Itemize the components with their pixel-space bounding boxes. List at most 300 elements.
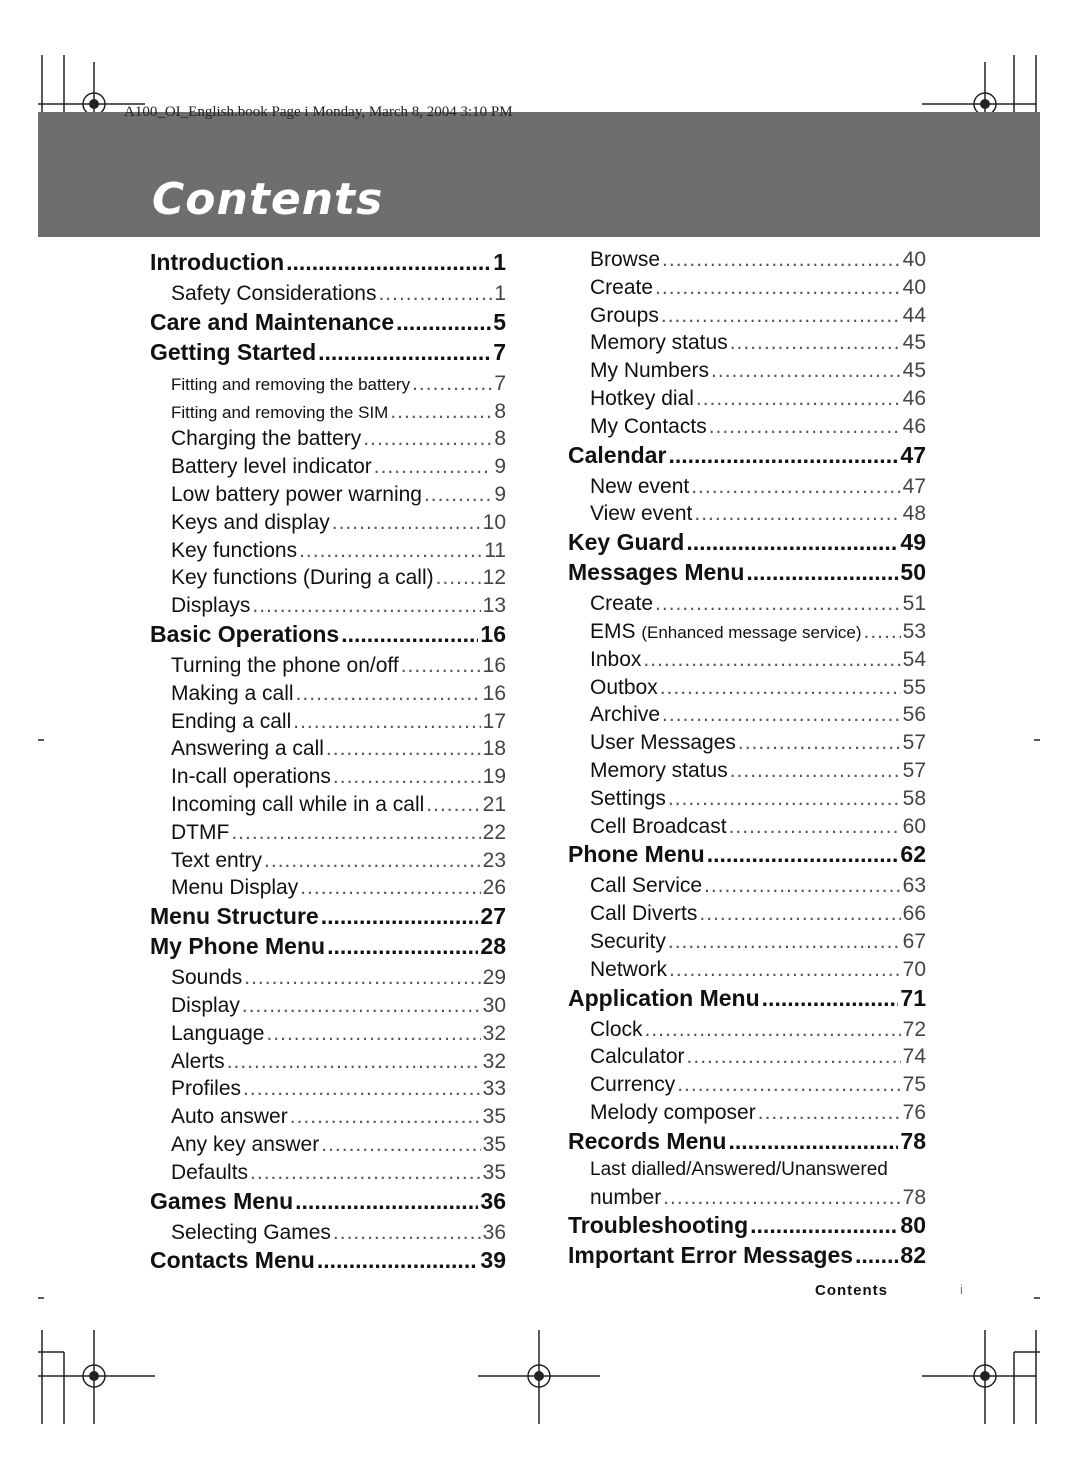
toc-entry-title-text: Ending a call xyxy=(171,709,292,733)
toc-dot-leader xyxy=(290,1103,481,1131)
toc-entry-title-text: Incoming call while in a call xyxy=(171,792,425,816)
toc-entry-title xyxy=(568,1210,748,1240)
toc-entry-title-text: Call Service xyxy=(590,874,703,898)
toc-entry-title-text: Menu Structure xyxy=(150,903,319,930)
toc-subsection-entry[interactable] xyxy=(150,481,506,509)
toc-entry-title-text: Troubleshooting xyxy=(568,1212,749,1239)
toc-page-number: 50 xyxy=(900,559,926,586)
toc-dot-leader xyxy=(244,964,480,992)
toc-entry-title-text: My Contacts xyxy=(590,414,707,438)
toc-dot-leader xyxy=(855,1240,898,1270)
toc-subsection-entry[interactable] xyxy=(568,646,926,674)
toc-entry-title-text: DTMF xyxy=(171,820,230,844)
toc-entry-wrapped[interactable] xyxy=(568,1156,926,1184)
toc-dot-leader xyxy=(707,839,899,869)
toc-page-number: 75 xyxy=(902,1073,926,1097)
toc-dot-leader xyxy=(424,481,492,509)
toc-page-number: 82 xyxy=(900,1242,926,1269)
toc-subsection-entry[interactable] xyxy=(568,1184,926,1212)
toc-subsection-entry[interactable] xyxy=(150,1103,506,1131)
toc-entry-title xyxy=(590,674,658,702)
toc-subsection-entry[interactable] xyxy=(568,813,926,841)
toc-entry-title-text: Alerts xyxy=(171,1049,225,1073)
toc-page-number: 12 xyxy=(482,566,506,590)
toc-section-entry[interactable] xyxy=(150,931,506,961)
toc-page-number: 44 xyxy=(902,303,926,327)
toc-entry-title-text: Answering a call xyxy=(171,737,324,761)
toc-subsection-entry[interactable] xyxy=(150,735,506,763)
toc-page-number: 16 xyxy=(482,653,506,677)
toc-subsection-entry[interactable] xyxy=(150,425,506,453)
toc-subsection-entry[interactable] xyxy=(568,329,926,357)
toc-page-number: 40 xyxy=(902,248,926,271)
toc-entry-title xyxy=(171,680,294,708)
toc-entry-title-text: Inbox xyxy=(590,647,642,671)
toc-entry-title-text: Key Guard xyxy=(568,529,685,556)
toc-subsection-entry[interactable] xyxy=(150,509,506,537)
toc-entry-title-text: Archive xyxy=(590,703,661,727)
toc-entry-title xyxy=(171,1048,225,1076)
toc-dot-leader xyxy=(295,1186,478,1216)
toc-page-number: 35 xyxy=(482,1160,506,1184)
toc-subsection-entry[interactable] xyxy=(150,992,506,1020)
toc-entry-title xyxy=(568,527,684,557)
toc-dot-leader xyxy=(250,1159,481,1187)
toc-entry-title-text: Groups xyxy=(590,303,659,327)
toc-entry-title xyxy=(590,385,694,413)
toc-entry-title-text: Hotkey dial xyxy=(590,386,694,410)
toc-entry-title xyxy=(171,652,399,680)
toc-dot-leader xyxy=(704,872,901,900)
toc-subsection-entry[interactable] xyxy=(568,413,926,441)
toc-entry-title-text: Network xyxy=(590,957,668,981)
toc-entry-title-text: Auto answer xyxy=(171,1105,288,1129)
toc-entry-title xyxy=(590,1184,661,1212)
toc-section-entry[interactable] xyxy=(150,1186,506,1216)
toc-page-number: 51 xyxy=(902,592,926,616)
toc-page-number: 13 xyxy=(482,594,506,618)
toc-dot-leader xyxy=(341,619,478,649)
toc-dot-leader xyxy=(396,307,491,337)
toc-subsection-entry[interactable] xyxy=(568,785,926,813)
toc-entry-title-text: Melody composer xyxy=(590,1100,756,1124)
toc-dot-leader xyxy=(662,246,901,274)
toc-page-number: 29 xyxy=(482,966,506,990)
toc-entry-title xyxy=(568,839,705,869)
toc-entry-title xyxy=(171,453,372,481)
toc-dot-leader xyxy=(243,1075,481,1103)
toc-entry-title-text: Outbox xyxy=(590,675,658,699)
toc-subsection-entry[interactable] xyxy=(150,370,506,398)
toc-section-entry[interactable] xyxy=(568,527,926,557)
toc-entry-title-text: Key functions xyxy=(171,538,298,562)
toc-entry-title-text: View event xyxy=(590,502,693,526)
toc-page-number: 10 xyxy=(482,510,506,534)
toc-dot-leader xyxy=(326,735,481,763)
toc-entry-title-text: Charging the battery xyxy=(171,427,362,451)
toc-section-entry[interactable] xyxy=(150,247,506,277)
toc-subsection-entry[interactable] xyxy=(150,1048,506,1076)
toc-dot-leader xyxy=(242,992,481,1020)
toc-entry-title-text: Making a call xyxy=(171,681,294,705)
toc-dot-leader xyxy=(401,652,481,680)
toc-entry-title xyxy=(590,357,709,385)
toc-page-number: 60 xyxy=(902,814,926,838)
toc-page-number: 45 xyxy=(902,359,926,383)
toc-subsection-entry[interactable] xyxy=(150,791,506,819)
toc-dot-leader xyxy=(660,674,901,702)
toc-entry-title xyxy=(171,763,331,791)
toc-dot-leader xyxy=(709,413,901,441)
toc-page-number: 7 xyxy=(494,371,506,395)
toc-entry-title-text: Memory status xyxy=(590,758,728,782)
toc-entry-title xyxy=(590,928,666,956)
toc-dot-leader xyxy=(378,280,492,308)
toc-section-entry[interactable] xyxy=(568,1240,926,1270)
toc-dot-leader xyxy=(299,537,482,565)
toc-subsection-entry[interactable] xyxy=(150,1075,506,1103)
toc-subsection-entry[interactable] xyxy=(568,590,926,618)
toc-dot-leader xyxy=(643,646,900,674)
toc-section-entry[interactable] xyxy=(568,557,926,587)
toc-page-number: 28 xyxy=(480,933,506,960)
toc-subsection-entry[interactable] xyxy=(568,757,926,785)
toc-entry-title-text: In-call operations xyxy=(171,765,331,789)
toc-dot-leader xyxy=(655,590,901,618)
toc-dot-leader xyxy=(738,729,901,757)
toc-page-number: 32 xyxy=(482,1049,506,1073)
toc-dot-leader xyxy=(729,813,901,841)
toc-dot-leader xyxy=(327,931,478,961)
toc-page-number: 11 xyxy=(484,538,506,562)
toc-entry-title xyxy=(171,592,250,620)
toc-entry-title xyxy=(171,992,240,1020)
toc-entry-title-text: Sounds xyxy=(171,966,243,990)
toc-entry-title xyxy=(171,1159,248,1187)
toc-dot-leader xyxy=(730,329,901,357)
toc-subsection-entry[interactable] xyxy=(568,274,926,302)
toc-page-number: 33 xyxy=(482,1077,506,1101)
toc-entry-title xyxy=(171,509,330,537)
toc-entry-title xyxy=(150,307,394,337)
toc-dot-leader xyxy=(293,708,480,736)
toc-entry-title-text: Any key answer xyxy=(171,1132,320,1156)
toc-entry-title xyxy=(590,872,702,900)
toc-entry-title-text: Fitting and removing the SIM xyxy=(171,402,389,422)
toc-subsection-entry[interactable] xyxy=(568,500,926,528)
toc-entry-title-text: Create xyxy=(590,275,654,299)
toc-entry-title-text: Browse xyxy=(590,248,661,271)
toc-subsection-entry[interactable] xyxy=(568,473,926,501)
toc-entry-title xyxy=(568,1240,853,1270)
toc-column-left xyxy=(150,246,506,1275)
toc-page-number: 80 xyxy=(900,1212,926,1239)
toc-dot-leader xyxy=(663,1184,900,1212)
toc-entry-title-text: Settings xyxy=(590,786,666,810)
toc-entry-title xyxy=(171,1219,331,1247)
toc-entry-title xyxy=(171,1131,319,1159)
toc-dot-leader xyxy=(412,370,492,398)
toc-page-number: 53 xyxy=(902,619,926,643)
toc-entry-title xyxy=(171,874,298,902)
toc-page-number: 72 xyxy=(902,1017,926,1041)
toc-page-number: 17 xyxy=(482,709,506,733)
toc-dot-leader xyxy=(711,357,901,385)
toc-subsection-entry[interactable] xyxy=(568,900,926,928)
toc-entry-title-text: Clock xyxy=(590,1017,643,1041)
toc-subsection-entry[interactable] xyxy=(568,1071,926,1099)
toc-entry-title xyxy=(590,274,653,302)
toc-subsection-entry[interactable] xyxy=(568,928,926,956)
toc-page-number: 8 xyxy=(494,399,506,423)
toc-page-number: 45 xyxy=(902,331,926,355)
toc-subsection-entry[interactable] xyxy=(150,1020,506,1048)
toc-page-number: 36 xyxy=(480,1187,506,1214)
toc-subsection-entry[interactable] xyxy=(150,964,506,992)
toc-subsection-entry[interactable] xyxy=(568,674,926,702)
toc-page-number: 49 xyxy=(900,529,926,556)
toc-page-number: 32 xyxy=(482,1021,506,1045)
toc-entry-title-text: My Phone Menu xyxy=(150,933,326,960)
toc-subsection-entry[interactable] xyxy=(150,1219,506,1247)
toc-page-number: 26 xyxy=(482,876,506,900)
toc-column-right xyxy=(568,246,926,1270)
toc-entry-title xyxy=(590,246,660,274)
toc-page-number: 27 xyxy=(480,903,506,930)
toc-entry-title-text: Fitting and removing the battery xyxy=(171,374,411,394)
toc-page-number: 70 xyxy=(902,957,926,981)
toc-entry-title-text: My Numbers xyxy=(590,359,710,383)
toc-subsection-entry[interactable] xyxy=(150,708,506,736)
toc-page-number: 18 xyxy=(482,737,506,761)
toc-entry-title-text: Messages Menu xyxy=(568,559,745,586)
toc-section-entry[interactable] xyxy=(568,440,926,470)
toc-dot-leader xyxy=(668,785,901,813)
toc-dot-leader xyxy=(750,1210,898,1240)
toc-entry-title xyxy=(590,729,736,757)
toc-page-number: 9 xyxy=(494,455,506,479)
toc-dot-leader xyxy=(321,1131,480,1159)
toc-entry-title-text: Records Menu xyxy=(568,1127,727,1154)
toc-section-entry[interactable] xyxy=(150,901,506,931)
toc-entry-title-text: Text entry xyxy=(171,848,263,872)
toc-entry-title-text: Language xyxy=(171,1021,265,1045)
toc-section-entry[interactable] xyxy=(568,983,926,1013)
toc-subsection-entry[interactable] xyxy=(150,564,506,592)
toc-entry-title xyxy=(150,901,319,931)
toc-subsection-entry[interactable] xyxy=(568,302,926,330)
toc-page-number: 78 xyxy=(900,1127,926,1154)
toc-entry-title xyxy=(171,847,262,875)
toc-entry-title xyxy=(590,413,707,441)
toc-subsection-entry[interactable] xyxy=(150,592,506,620)
toc-subsection-entry[interactable] xyxy=(150,819,506,847)
toc-entry-title-text: Turning the phone on/off xyxy=(171,653,399,677)
toc-subsection-entry[interactable] xyxy=(150,652,506,680)
toc-subsection-entry[interactable] xyxy=(150,847,506,875)
toc-entry-title xyxy=(590,329,728,357)
toc-page-number: 74 xyxy=(902,1045,926,1069)
toc-entry-title-text: New event xyxy=(590,474,690,498)
toc-entry-title-text: Contacts Menu xyxy=(150,1247,315,1274)
toc-entry-title xyxy=(171,1075,241,1103)
toc-entry-title xyxy=(171,481,422,509)
toc-entry-title-text: Security xyxy=(590,929,666,953)
toc-subsection-entry[interactable] xyxy=(568,729,926,757)
toc-entry-title xyxy=(568,557,744,587)
toc-entry-title-text: Basic Operations xyxy=(150,620,340,647)
toc-dot-leader xyxy=(436,564,481,592)
toc-entry-title-text: Low battery power warning xyxy=(171,482,422,506)
toc-entry-title-text: Menu Display xyxy=(171,876,299,900)
toc-dot-leader xyxy=(696,385,901,413)
toc-page-number: 46 xyxy=(902,414,926,438)
toc-dot-leader xyxy=(333,763,481,791)
toc-subsection-entry[interactable] xyxy=(568,872,926,900)
toc-subsection-entry[interactable] xyxy=(568,246,926,274)
toc-entry-title xyxy=(590,500,692,528)
toc-dot-leader xyxy=(645,1016,901,1044)
toc-entry-title xyxy=(590,473,689,501)
toc-dot-leader xyxy=(864,618,901,646)
toc-section-entry[interactable] xyxy=(150,1245,506,1275)
toc-entry-title-text: Memory status xyxy=(590,331,728,355)
toc-entry-title-text: Calculator xyxy=(590,1045,685,1069)
toc-entry-title xyxy=(150,1245,315,1275)
toc-subsection-entry[interactable] xyxy=(150,763,506,791)
toc-dot-leader xyxy=(728,1126,898,1156)
book-info-line: A100_OI_English.book Page i Monday, March 8, 2004 3:10 PM xyxy=(124,104,513,120)
toc-subsection-entry[interactable] xyxy=(568,956,926,984)
toc-entry-title-text: Battery level indicator xyxy=(171,455,372,479)
toc-entry-title xyxy=(590,813,727,841)
toc-entry-title-text: Safety Considerations xyxy=(171,282,377,305)
toc-page-number: 54 xyxy=(902,647,926,671)
toc-page-number: 71 xyxy=(900,984,926,1011)
toc-subsection-entry[interactable] xyxy=(150,874,506,902)
toc-page-number: 67 xyxy=(902,929,926,953)
toc-entry-title-text: Display xyxy=(171,993,240,1017)
toc-section-entry[interactable] xyxy=(150,619,506,649)
toc-subsection-entry[interactable] xyxy=(150,280,506,308)
toc-dot-leader xyxy=(227,1048,481,1076)
toc-subsection-entry[interactable] xyxy=(150,537,506,565)
toc-dot-leader xyxy=(363,425,492,453)
toc-entry-title xyxy=(150,619,339,649)
toc-entry-title xyxy=(171,708,291,736)
toc-entry-title-text: Care and Maintenance xyxy=(150,308,395,335)
toc-entry-title-text: Key functions (During a call) xyxy=(171,566,434,590)
toc-entry-title-text: Profiles xyxy=(171,1077,242,1101)
toc-dot-leader xyxy=(333,1219,481,1247)
toc-subsection-entry[interactable] xyxy=(568,385,926,413)
toc-page-number: 21 xyxy=(482,792,506,816)
toc-page-number: 57 xyxy=(902,731,926,755)
toc-page-number: 66 xyxy=(902,902,926,926)
toc-subsection-entry[interactable] xyxy=(150,680,506,708)
toc-entry-title xyxy=(590,1043,685,1071)
toc-dot-leader xyxy=(730,757,901,785)
toc-dot-leader xyxy=(699,900,900,928)
toc-entry-title-text: Keys and display xyxy=(171,510,330,534)
toc-subsection-entry[interactable] xyxy=(568,1099,926,1127)
toc-page-number: 1 xyxy=(493,249,506,275)
toc-section-entry[interactable] xyxy=(150,307,506,337)
toc-page-number: 7 xyxy=(493,338,506,365)
toc-entry-title xyxy=(150,247,284,277)
toc-dot-leader xyxy=(687,1043,901,1071)
toc-entry-title xyxy=(590,757,728,785)
toc-page-number: 47 xyxy=(900,441,926,468)
toc-dot-leader xyxy=(300,874,480,902)
toc-subsection-entry[interactable] xyxy=(150,398,506,426)
toc-dot-leader xyxy=(231,819,480,847)
toc-entry-title-text: Games Menu xyxy=(150,1187,294,1214)
page-title: Contents xyxy=(152,174,384,225)
toc-subsection-entry[interactable] xyxy=(568,1043,926,1071)
toc-subsection-entry[interactable] xyxy=(150,453,506,481)
toc-dot-leader xyxy=(296,680,481,708)
toc-page-number: 47 xyxy=(902,474,926,498)
toc-entry-title-text: Defaults xyxy=(171,1160,249,1184)
toc-entry-title xyxy=(171,425,361,453)
toc-entry-title xyxy=(171,791,424,819)
toc-entry-title-text: Displays xyxy=(171,594,251,618)
toc-entry-title xyxy=(568,1126,726,1156)
toc-dot-leader xyxy=(318,337,491,367)
toc-entry-title-text: Call Diverts xyxy=(590,902,698,926)
toc-dot-leader xyxy=(668,440,898,470)
toc-entry-title xyxy=(150,337,316,367)
toc-subsection-entry[interactable] xyxy=(568,701,926,729)
toc-section-entry[interactable] xyxy=(150,337,506,367)
footer-page-number: i xyxy=(960,1282,963,1297)
toc-page-number: 57 xyxy=(902,758,926,782)
toc-entry-title xyxy=(171,280,376,308)
toc-section-entry[interactable] xyxy=(568,839,926,869)
toc-entry-title-text: Application Menu xyxy=(568,984,760,1011)
toc-entry-title xyxy=(590,302,659,330)
toc-subsection-entry[interactable] xyxy=(568,618,926,646)
toc-entry-title xyxy=(150,931,325,961)
toc-subsection-entry[interactable] xyxy=(150,1131,506,1159)
toc-dot-leader xyxy=(321,901,479,931)
toc-entry-title-note: (Enhanced message service) xyxy=(641,622,862,642)
toc-page-number: 5 xyxy=(493,308,506,335)
toc-entry-title-text: Selecting Games xyxy=(171,1220,331,1244)
toc-page-number: 58 xyxy=(902,786,926,810)
toc-dot-leader xyxy=(668,928,901,956)
toc-dot-leader xyxy=(677,1071,900,1099)
toc-entry-title-text: Phone Menu xyxy=(568,841,705,868)
toc-page-number: 63 xyxy=(902,874,926,898)
toc-dot-leader xyxy=(332,509,481,537)
toc-dot-leader xyxy=(669,956,901,984)
toc-entry-title xyxy=(590,646,641,674)
toc-subsection-entry[interactable] xyxy=(568,357,926,385)
toc-subsection-entry[interactable] xyxy=(568,1016,926,1044)
toc-page-number: 55 xyxy=(902,675,926,699)
toc-subsection-entry[interactable] xyxy=(150,1159,506,1187)
toc-page-number: 30 xyxy=(482,993,506,1017)
toc-dot-leader xyxy=(317,1245,479,1275)
toc-page-number: 23 xyxy=(482,848,506,872)
toc-entry-title xyxy=(150,1186,293,1216)
toc-dot-leader xyxy=(661,302,901,330)
toc-section-entry[interactable] xyxy=(568,1126,926,1156)
toc-entry-title xyxy=(590,956,667,984)
toc-section-entry[interactable] xyxy=(568,1210,926,1240)
